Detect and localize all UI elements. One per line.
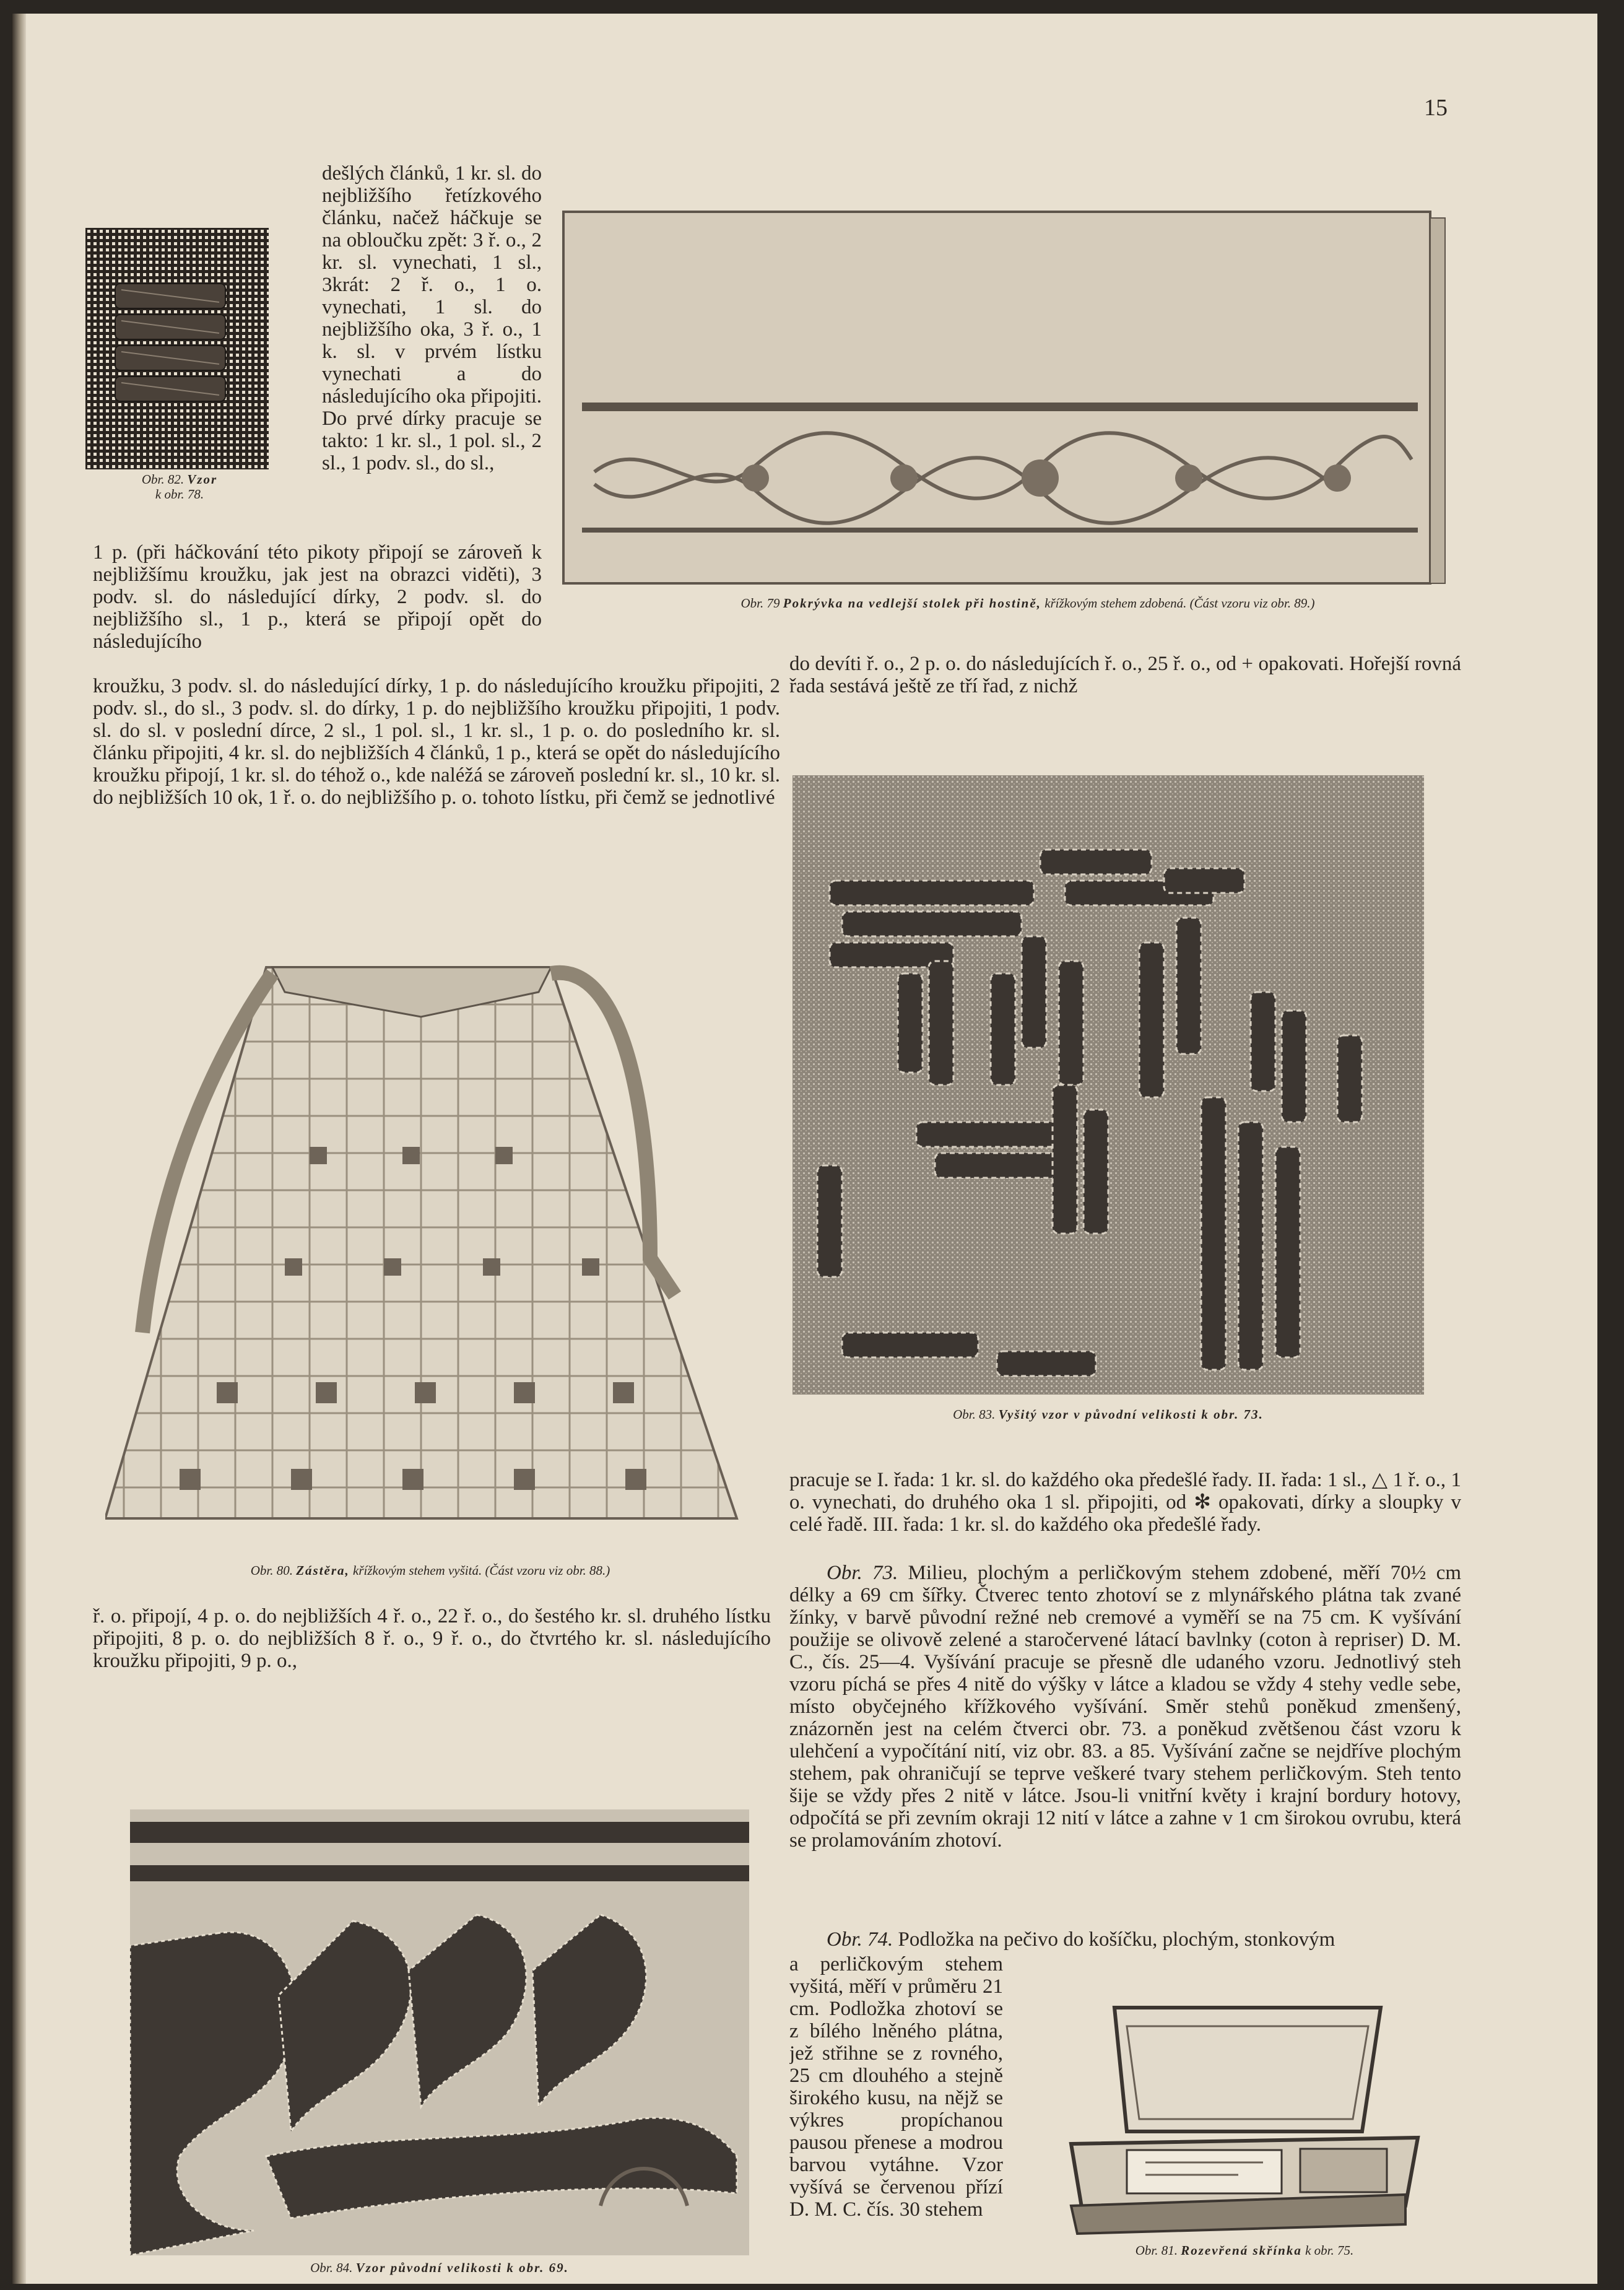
- figure-80-apron: [105, 912, 755, 1543]
- text-left-full: kroužku, 3 podv. sl. do následující dírky, 1 p. do následujícího kroužku připojiti, 2 podv. sl., do sl., 3 podv. sl. do dírky, 1 p. do nejbližšího kroužku připojiti, 1 podv. sl. do sl. v poslední dírce, 2 sl., 1 pol. sl., 1 kr. sl., 1 p. o. do posledního kr. sl. článku připojiti, 4 kr. sl. do nejbližších 4 článků, 1 p., která se opět do následujícího kroužku připojí, 1 kr. sl. do téhož o., kde naléžá se zároveň poslední kr. sl., 10 kr. sl. do nejbližších 10 ok, 1 ř. o. do nejbližšího p. o. tohoto lístku, při čemž se jednotlivé: [93, 675, 780, 809]
- figure-82-grid-pattern: [85, 228, 269, 469]
- figure-84-caption: Obr. 84. Vzor původní velikosti k obr. 69.: [310, 2260, 569, 2275]
- text-right-para2: [789, 1562, 1461, 1927]
- para3-body: Podložka na pečivo do košíčku, plochým, stonkovým: [898, 1928, 1335, 1951]
- figure-79-caption: Obr. 79 Pokrývka na vedlejší stolek při hostině, křížkovým stehem zdobená. (Část vzoru viz obr. 89.): [740, 596, 1315, 611]
- text-left-mid: ř. o. připojí, 4 p. o. do nejbližších 4 ř. o., 22 ř. o., do šestého kr. sl. druhého lístku připojiti, 8 p. o. do nejbližších 8 ř. o., 9 ř. o., do čtvrtého kr. sl. následujícího kroužku připojiti, 9 p. o.,: [93, 1605, 771, 1672]
- book-spine: [12, 14, 26, 2284]
- page: [12, 14, 1597, 2284]
- text-right-para3: [789, 1928, 1461, 1953]
- text-left-top-narrow: dešlých článků, 1 kr. sl. do nejbližšího řetízkového článku, načež háčkuje se na obloučku zpět: 3 ř. o., 2 kr. sl. vynechati, 1 sl., 3krát: 2 ř. o., 1 o. vynechati, 1 sl. do nejbližšího oka, 3 ř. o., 1 k. sl. v prvém lístku vynechati a do následujícího oka připojiti. Do prvé dírky pracuje se takto: 1 kr. sl., 1 pol. sl., 2 sl., 1 podv. sl., do sl.,: [322, 162, 542, 474]
- figure-81-open-box: [1034, 1995, 1455, 2237]
- figure-83-embroidery: [792, 775, 1424, 1395]
- figure-81-caption: Obr. 81. Rozevřená skřínka k obr. 75.: [1135, 2243, 1354, 2258]
- para2-lead: Obr. 73.: [827, 1562, 898, 1584]
- figure-80-caption: Obr. 80. Zástěra, křížkovým stehem vyšitá. (Část vzoru viz obr. 88.): [250, 1563, 610, 1578]
- text-right-narrow: a perličkovým stehem vyšitá, měří v průměru 21 cm. Podložka zhotoví se z bílého lněného plátna, jež střihne se z rovného, 25 cm dlouhého a stejně širokého kusu, na nějž se výkres propíchanou pausou přenese a modrou barvou vytáhne. Vzor vyšívá se červenou přízí D. M. C. čís. 30 stehem: [789, 1953, 1003, 2221]
- figure-84-pattern: [130, 1809, 749, 2255]
- text-right-para1: pracuje se I. řada: 1 kr. sl. do každého oka předešlé řady. II. řada: 1 sl., △ 1 ř. o., 1 o. vynechati, do druhého oka 1 sl. připojiti, od ✻ opakovati, dírky a sloupky v celé řadě. III. řada: 1 kr. sl. do každého oka předešlé řady.: [789, 1469, 1461, 1536]
- para3-lead: Obr. 74.: [827, 1928, 893, 1951]
- text-right-top: do devíti ř. o., 2 p. o. do následujících ř. o., 25 ř. o., od + opakovati. Hořejší rovná řada sestává ještě ze tří řad, z nichž: [789, 653, 1461, 697]
- figure-79-tablecloth: [557, 193, 1449, 590]
- text-left-top-wide: 1 p. (při háčkování této pikoty připojí se zároveň k nejbližšímu kroužku, jak jest na obrazci viděti), 3 podv. sl. do následující dírky, 2 podv. sl. do nejbližšího sl., 1 p., která se připojí opět do následujícího: [93, 541, 542, 653]
- page-number: 15: [1424, 95, 1448, 121]
- figure-83-caption: Obr. 83. Vyšitý vzor v původní velikosti k obr. 73.: [953, 1407, 1264, 1422]
- para2-body: Milieu, plochým a perličkovým stehem zdobené, měří 70½ cm délky a 69 cm šířky. Čtverec tento zhotoví se z mlynářského plátna tak zvané žínky, v barvě původní režné neb cremové a vyměří se na 75 cm. K vyšívání použije se olivově zelené a staročervené látací bavlnky (coton à repriser) D. M. C., čís. 25—4. Vyšívání pracuje se přesně dle udaného vzoru. Jednotlivý steh vzoru píchá se přes 4 nitě do výšky v látce a kladou se vždy 4 stehy vedle sebe, místo obyčejného křížkového vyšívání. Směr stehů poněkud zmenšený, znázorněn jest na celém čtverci obr. 73. a poněkud zvětšenou část vzoru k ulehčení a vypočítání nití, viz obr. 83. a 85. Vyšívání začne se nejdříve plochým stehem, pak ohraničují se teprve veškeré tvary stehem perličkovým. Steh tento šije se vždy přes 2 nitě v látce. Jsou-li vnitřní květy i krajní bordury hotovy, odpočítá se při zevním okraji 12 nití v látce a zahne v 1 cm širokou ovrubu, která se prolamováním zhotoví.: [789, 1562, 1461, 1852]
- figure-82-caption: Obr. 82. Vzor k obr. 78.: [141, 472, 218, 502]
